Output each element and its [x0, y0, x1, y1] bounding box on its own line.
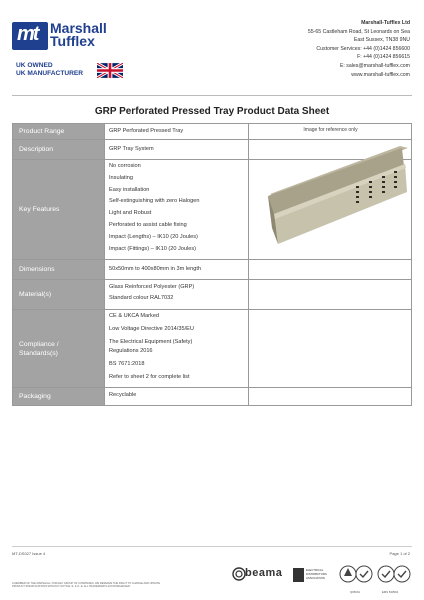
eca-logo: ELECTRICAL DISTRIBUTORS ASSOCIATION — [293, 566, 329, 586]
feature-item: Impact (Fittings) – IK10 (20 Joules) — [109, 245, 197, 252]
page-title: GRP Perforated Pressed Tray Product Data Sheet — [94, 106, 330, 117]
value-product-range: GRP Perforated Pressed Tray — [105, 124, 249, 139]
feature-item: Impact (Lengths) – IK10 (20 Joules) — [109, 233, 198, 240]
footer-small-print: A MEMBER OF THE MARSHALL-TUFFLEX GROUP OF COMPANIES. WE RESERVE THE RIGHT TO CHANGE AND UPDATE PRODUCT SPECIFICATIONS WITHOUT NOTICE. E. & O. E. ALL TRADEMARKS ACKNOWLEDGED. — [12, 582, 161, 589]
union-jack-flag-icon — [97, 63, 123, 78]
value-compliance: CE & UKCA Marked Low Voltage Directive 2014/35/EU The Electrical Equipment (Safety) Regulations 2016 BS 7671:2018 Refer to sheet 2 for complete list — [105, 310, 249, 387]
document-reference: MT-DS027 Issue 4 — [12, 551, 46, 556]
image-caption: Image for reference only — [303, 127, 358, 133]
label-dimensions: Dimensions — [13, 260, 105, 279]
value-dimensions: 50x50mm to 400x80mm in 3m length — [105, 260, 249, 279]
quality-cert-icon — [376, 562, 412, 590]
row-materials — [13, 280, 411, 310]
label-product-range: Product Range — [13, 124, 105, 139]
cert-number-b: EMS 530504 — [382, 590, 399, 594]
website-link[interactable]: www.marshall-tufflex.com — [351, 71, 410, 78]
label-compliance: Compliance / Standards(s) — [13, 310, 105, 387]
header-divider — [12, 95, 412, 96]
label-description: Description — [13, 140, 105, 159]
feature-item: Perforated to assist cable fixing — [109, 221, 187, 228]
uk-owned-tagline: UK OWNED UK MANUFACTURER — [16, 62, 84, 77]
label-packaging: Packaging — [13, 388, 105, 405]
feature-item: Insulating — [109, 174, 133, 181]
row-packaging — [13, 388, 411, 405]
feature-item: Light and Robust — [109, 210, 152, 217]
feature-item: No corrosion — [109, 163, 141, 169]
value-description: GRP Tray System — [105, 140, 249, 159]
feature-item: Self-extinguishing with zero Halogen — [109, 198, 200, 205]
value-materials: Glass Reinforced Polyester (GRP) Standard colour RAL7032 — [105, 280, 249, 309]
footer-divider — [12, 546, 412, 547]
value-key-features — [105, 160, 249, 259]
page-number: Page 1 of 2 — [389, 551, 410, 556]
product-data-table — [12, 123, 412, 406]
row-compliance — [13, 310, 411, 388]
cable-tray-image — [250, 124, 411, 259]
eca-mark-icon — [293, 568, 304, 582]
feature-item: Easy installation — [109, 186, 150, 193]
row-dimensions — [13, 260, 411, 280]
bsi-kitemark-icon — [338, 562, 374, 590]
company-logo — [12, 22, 132, 62]
label-key-features: Key Features — [13, 160, 105, 259]
beama-icon — [232, 567, 246, 581]
logo-wordmark: Marshall Tufflex — [50, 20, 107, 49]
value-packaging: Recyclable — [105, 388, 249, 405]
logo-mark-icon: mt — [12, 22, 48, 50]
company-contact: Marshall-Tufflex Ltd 55-65 Castleham Road, St Leonards on Sea East Sussex, TN38 9NU Customer Services: +44 (0)1424 856600 F: +44 (0)1424 856615 E: sales@marshall-tufflex.com www.marshall-tufflex.com — [307, 20, 410, 78]
product-image-cell — [250, 124, 411, 259]
label-materials: Material(s) — [13, 280, 105, 309]
beama-logo: beama — [232, 567, 284, 581]
email-link[interactable]: E: sales@marshall-tufflex.com — [339, 62, 410, 69]
cert-number-a: Q05001 — [350, 590, 360, 594]
